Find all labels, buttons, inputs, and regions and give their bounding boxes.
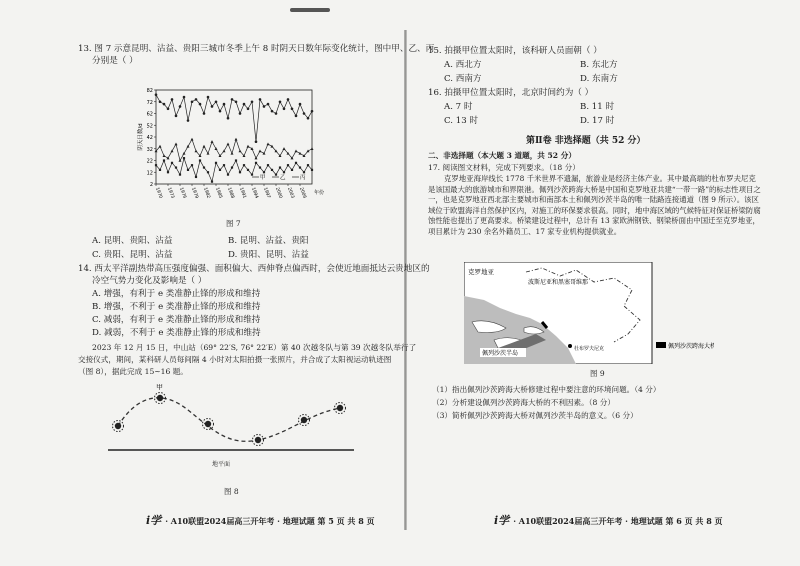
data-point (299, 103, 302, 106)
data-point (183, 157, 185, 159)
data-point (175, 166, 177, 168)
q15-option-d: D. 东南方 (580, 74, 618, 84)
q14-stem-line2: 冷空气势力变化及影响是（ ） (92, 276, 207, 286)
q17-intro: 17. 阅读图文材料，完成下列要求。（18 分） (428, 163, 580, 172)
data-point (239, 150, 242, 153)
data-point (267, 142, 270, 145)
series-line-1 (156, 139, 312, 160)
data-point (259, 98, 262, 101)
data-point (195, 98, 198, 101)
map-label-city: 杜布罗夫尼克 (574, 346, 605, 352)
sun-marker (203, 419, 214, 430)
y-tick-label: 22 (146, 158, 153, 165)
x-tick-label: 1994 (250, 186, 259, 200)
data-point (251, 147, 254, 150)
y-tick-label: 32 (146, 146, 153, 153)
data-point (211, 105, 214, 108)
q15-option-c: C. 西南方 (444, 74, 482, 84)
plot-frame (156, 90, 312, 184)
data-point (247, 108, 250, 111)
data-point (223, 164, 225, 166)
data-point (299, 166, 301, 168)
data-point (271, 145, 274, 148)
data-point (171, 162, 173, 164)
data-point (263, 105, 266, 108)
sun-marker (299, 415, 310, 426)
q14-option-b: B. 增强，不利于 e 类准静止锋的形成和维持 (92, 302, 261, 312)
series-line-0 (156, 95, 312, 142)
y-tick-label: 42 (146, 135, 153, 141)
data-point (275, 112, 278, 115)
page-5-footer-text: · A10联盟2024届高三开年考 · 地理试题 第 5 页 共 8 页 (165, 516, 375, 526)
data-point (155, 164, 157, 166)
x-tick-label: 1991 (238, 186, 247, 200)
data-point (255, 162, 257, 164)
data-point (207, 96, 210, 99)
q13-option-d: D. 贵阳、昆明、沾益 (228, 250, 309, 260)
data-point (219, 169, 221, 171)
legend-label: 佩列沙茨跨海大桥 (668, 343, 714, 350)
x-tick-label: 1973 (166, 186, 175, 200)
figure-7-caption: 图 7 (226, 219, 241, 228)
material-line1: 2023 年 12 月 15 日，中山站（69° 22′S, 76° 22′E）第 40 次越冬队与第 39 次越冬队举行了 (92, 343, 417, 352)
q13-option-c: C. 贵阳、昆明、沾益 (92, 250, 173, 260)
figure-8-svg (108, 384, 354, 458)
data-point (231, 166, 233, 168)
x-tick-label: 1976 (178, 186, 187, 200)
material-line3: （图 8），据此完成 15~16 题。 (78, 367, 188, 376)
data-point (259, 150, 262, 153)
q17-material: 克罗地亚海岸线长 1778 千米世界不遗漏，旅游业是经济主体产业。其中最高端的杜布罗夫尼克是该国最大的旅游城市和界限港。佩列沙茨跨海大桥是中国和克罗地亚共建“一带一路”的标志性项目之一，也是克罗地亚西北部主要城市和南部本土和佩列沙茨半岛的唯一陆路连接通道（图 9 所示）。该区域位于欧盟海洋自然保护区内，对施工的环保要求很高。同时，地中海区域的气候特征对保证桥梁防腐蚀性能也提出了更高要求。桥梁建设过程中，总计有 13 家欧洲钢铁、钢梁桥面由中国迁至克罗地亚，项目累计为 230 余名外籍员工、17 家专业机构提供就业。 (428, 174, 761, 236)
page-5-footer (146, 512, 375, 528)
data-point (215, 100, 218, 103)
q14-option-c: C. 减弱，有利于 e 类准静止锋的形成和维持 (92, 315, 261, 325)
data-point (287, 98, 290, 101)
q13-stem-line2: 分别是（ ） (92, 56, 138, 66)
q16-option-b: B. 11 时 (580, 102, 615, 112)
data-point (279, 166, 281, 168)
page-6-footer (494, 512, 723, 528)
data-point (171, 98, 174, 101)
q14-option-d: D. 减弱，不利于 e 类准静止锋的形成和维持 (92, 328, 261, 338)
q16-option-a: A. 7 时 (444, 102, 473, 112)
data-point (303, 171, 305, 173)
data-point (227, 174, 229, 176)
data-point (167, 108, 170, 111)
data-point (247, 169, 249, 171)
data-point (159, 100, 162, 103)
sun-markers (113, 393, 346, 446)
data-point (163, 103, 166, 106)
map-label-peninsula: 佩列沙茨半岛 (482, 350, 519, 357)
y-tick-label: 62 (146, 111, 153, 118)
y-tick-label: 12 (146, 170, 153, 177)
data-point (251, 100, 254, 103)
data-point (187, 169, 189, 171)
data-point (179, 105, 182, 108)
data-point (235, 138, 238, 141)
data-point (295, 162, 297, 164)
q15-option-b: B. 东北方 (580, 60, 618, 70)
data-point (223, 103, 226, 106)
data-point (191, 100, 194, 103)
data-point (295, 115, 298, 118)
sun-marker (335, 403, 346, 414)
q16-option-c: C. 13 时 (444, 116, 478, 126)
figure-9-caption: 图 9 (590, 369, 605, 378)
map-label-region: 波斯尼亚和黑塞哥维那 (528, 279, 589, 286)
data-point (199, 159, 201, 161)
data-point (183, 96, 186, 99)
data-point (311, 169, 313, 171)
data-point (203, 145, 206, 148)
data-point (163, 159, 165, 161)
x-tick-label: 1979 (190, 186, 199, 200)
data-point (307, 117, 310, 120)
data-point (299, 152, 302, 155)
q15-stem: 15. 拍摄甲位置太阳时，该科研人员面朝（ ） (428, 46, 602, 56)
sun-label-jia: 甲 (156, 384, 163, 391)
data-point (267, 103, 270, 106)
data-point (271, 110, 274, 113)
data-point (255, 140, 258, 143)
data-point (291, 169, 293, 171)
material-line2: 交接仪式，期间，某科研人员每间隔 4 小时对太阳拍摄一张照片，并合成了太阳视运动轨迹图 (78, 355, 392, 364)
figure-8-caption: 图 8 (224, 487, 239, 496)
figure-9-svg (464, 262, 714, 364)
data-point (199, 103, 202, 106)
figure-9-map (464, 262, 714, 364)
data-point (283, 171, 285, 173)
q17-sub-2: （2）分析建设佩列沙茨跨海大桥的不利因素。（8 分） (432, 398, 615, 407)
data-point (283, 108, 286, 111)
data-point (163, 154, 166, 157)
map-label-country: 克罗地亚 (468, 268, 494, 276)
data-point (247, 145, 250, 148)
x-tick-label: 2000 (274, 186, 283, 200)
q13-option-b: B. 昆明、沾益、贵阳 (228, 236, 309, 246)
x-tick-label: 1988 (226, 186, 235, 200)
data-point (295, 150, 298, 153)
y-axis-label: 阴天日数/d (138, 123, 144, 151)
data-point (271, 169, 273, 171)
data-point (311, 110, 314, 113)
data-point (283, 147, 286, 150)
figure-7-svg (134, 84, 330, 206)
data-point (287, 164, 289, 166)
page-6-footer-text: · A10联盟2024届高三开年考 · 地理试题 第 6 页 共 8 页 (513, 516, 723, 526)
data-point (179, 174, 181, 176)
x-tick-label: 1982 (202, 186, 211, 200)
x-tick-label: 2003 (286, 186, 295, 200)
data-point (291, 108, 294, 111)
sun-marker (113, 421, 124, 432)
data-point (263, 171, 265, 173)
data-point (267, 164, 269, 166)
y-tick-label: 52 (146, 123, 153, 130)
data-point (227, 117, 230, 120)
legend-swatch (656, 342, 666, 348)
x-axis-label: 年份 (314, 190, 325, 196)
data-point (215, 162, 217, 164)
data-point (243, 164, 245, 166)
data-point (307, 150, 310, 153)
data-point (155, 93, 158, 96)
q15-option-a: A. 西北方 (444, 60, 482, 70)
part-2-title: 第Ⅱ卷 非选择题（共 52 分） (526, 136, 646, 146)
data-point (159, 169, 161, 171)
y-tick-label: 2 (149, 182, 153, 188)
q13-stem-line1: 13. 图 7 示意昆明、沾益、贵阳三城市冬季上午 8 时阴天日数年际变化统计，图中甲、乙、丙 (78, 44, 435, 54)
horizon-label: 地平面 (212, 461, 231, 468)
data-point (239, 171, 241, 173)
section-2-title: 二、非选择题（本大题 3 道题，共 52 分） (428, 151, 576, 160)
data-point (191, 138, 194, 141)
data-point (167, 171, 169, 173)
data-point (275, 174, 277, 176)
x-tick-label: 1997 (262, 186, 271, 200)
data-point (219, 110, 222, 113)
data-point (187, 119, 190, 122)
q16-stem: 16. 拍摄甲位置太阳时，北京时间约为（ ） (428, 88, 594, 98)
q16-option-d: D. 17 时 (580, 116, 615, 126)
data-point (259, 166, 261, 168)
data-point (211, 181, 213, 183)
data-point (303, 112, 306, 115)
q14-option-a: A. 增强，有利于 e 类准静止锋的形成和维持 (92, 289, 261, 299)
data-point (207, 171, 209, 173)
data-point (311, 147, 314, 150)
page-fold (404, 30, 407, 530)
figure-8-diagram (108, 384, 354, 458)
q17-sub-3: （3）简析佩列沙茨跨海大桥对佩列沙茨半岛的意义。（6 分） (432, 411, 638, 420)
data-point (235, 100, 238, 103)
data-point (251, 174, 253, 176)
legend-item: 乙 (280, 175, 286, 181)
x-tick-label: 2006 (298, 186, 307, 200)
q13-option-a: A. 昆明、贵阳、沾益 (92, 236, 173, 246)
data-point (231, 98, 234, 101)
figure-7-chart (134, 84, 330, 206)
data-point (227, 142, 230, 145)
y-tick-label: 82 (146, 88, 153, 94)
data-point (211, 140, 214, 143)
data-point (159, 145, 162, 148)
x-tick-label: 1970 (154, 186, 163, 200)
data-point (195, 150, 198, 153)
data-point (195, 176, 197, 178)
data-point (203, 166, 205, 168)
data-point (191, 164, 193, 166)
data-point (203, 112, 206, 115)
data-point (307, 164, 309, 166)
legend-item: 丙 (300, 175, 306, 181)
q17-sub-1: （1）指出佩列沙茨跨海大桥修建过程中要注意的环境问题。（4 分） (432, 385, 661, 394)
city-dot (568, 344, 572, 348)
data-point (231, 152, 234, 155)
data-point (263, 152, 266, 155)
x-tick-label: 1985 (214, 186, 223, 200)
brand-logo: i学 (146, 514, 162, 527)
sun-marker (253, 435, 264, 446)
data-point (279, 100, 282, 103)
data-point (235, 159, 237, 161)
data-point (175, 142, 178, 145)
y-tick-label: 72 (146, 99, 153, 106)
legend-item: 甲 (260, 175, 266, 181)
brand-logo: i学 (494, 514, 510, 527)
q14-stem-line1: 14. 西太平洋副热带高压强度偏强、面积偏大、西伸脊点偏西时，会使近地面抵达云贵地区的 (78, 264, 430, 274)
data-point (243, 103, 246, 106)
data-point (239, 112, 242, 115)
data-point (175, 115, 178, 118)
